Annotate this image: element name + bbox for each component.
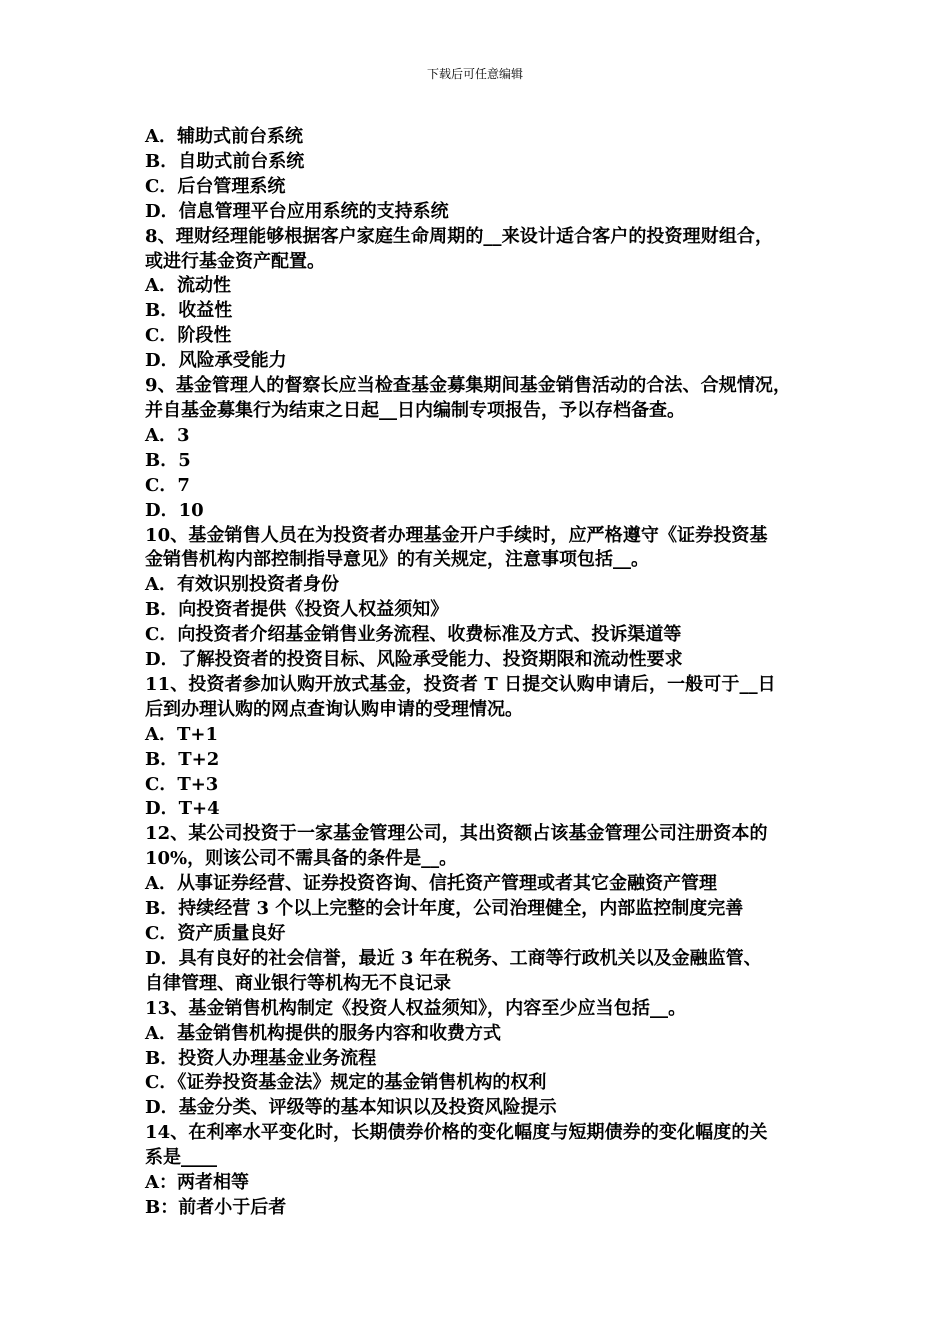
question-12-line-2: 10%，则该公司不需具备的条件是__。 [145,848,458,870]
option-line: B．投资人办理基金业务流程 [145,1047,377,1069]
question-9-line-2: 并自基金募集行为结束之日起__日内编制专项报告，予以存档备查。 [145,399,685,421]
option-line: D．T+4 [145,798,220,820]
option-line: A：两者相等 [145,1172,249,1194]
option-line: C．《证券投资基金法》规定的基金销售机构的权利 [145,1072,547,1094]
option-line: B．收益性 [145,300,233,322]
option-line: D．信息管理平台应用系统的支持系统 [145,200,449,222]
option-line: B．5 [145,449,191,471]
option-line: A．3 [145,424,190,446]
option-line: C．向投资者介绍基金销售业务流程、收费标准及方式、投诉渠道等 [145,624,682,646]
option-line: C．T+3 [145,773,219,795]
option-line: C．7 [145,474,190,496]
question-8-line-1: 8、理财经理能够根据客户家庭生命周期的__来设计适合客户的投资理财组合， [145,225,774,247]
option-line: C．资产质量良好 [145,923,286,944]
option-line: B．自助式前台系统 [145,150,305,172]
option-line: B：前者小于后者 [145,1196,287,1218]
option-line-continued: 自律管理、商业银行等机构无不良记录 [145,972,451,994]
option-line: A．有效识别投资者身份 [145,574,339,596]
option-line: D．风险承受能力 [145,350,287,372]
question-9-line-1: 9、基金管理人的督察长应当检查基金募集期间基金销售活动的合法、合规情况， [145,375,792,397]
question-14-line-2: 系是____ [145,1147,217,1169]
option-line: D．基金分类、评级等的基本知识以及投资风险提示 [145,1097,557,1119]
option-line: C．阶段性 [145,325,232,347]
option-line: A．辅助式前台系统 [145,126,303,147]
option-line: A．流动性 [145,275,231,297]
option-line: A．基金销售机构提供的服务内容和收费方式 [145,1022,501,1044]
question-8-line-2: 或进行基金资产配置。 [145,250,325,272]
option-line: D．10 [145,499,204,521]
option-line: A．T+1 [145,723,218,745]
question-10-line-2: 金销售机构内部控制指导意见》的有关规定，注意事项包括__。 [145,549,649,571]
question-13-line-1: 13、基金销售机构制定《投资人权益须知》，内容至少应当包括__。 [145,997,687,1019]
option-line: C．后台管理系统 [145,175,286,197]
page-header: 下载后可任意编辑 [426,67,523,81]
document-body [145,125,825,1221]
option-line: D．了解投资者的投资目标、风险承受能力、投资期限和流动性要求 [145,649,683,671]
question-11-line-1: 11、投资者参加认购开放式基金，投资者 T 日提交认购申请后，一般可于__日 [145,673,776,695]
option-line: D．具有良好的社会信誉，最近 3 年在税务、工商等行政机关以及金融监管、 [145,947,762,969]
option-line: A．从事证券经营、证券投资咨询、信托资产管理或者其它金融资产管理 [145,873,717,895]
question-10-line-1: 10、基金销售人员在为投资者办理基金开户手续时，应严格遵守《证券投资基 [145,524,768,546]
question-11-line-2: 后到办理认购的网点查询认购申请的受理情况。 [145,698,523,720]
question-14-line-1: 14、在利率水平变化时，长期债券价格的变化幅度与短期债券的变化幅度的关 [145,1122,768,1144]
option-line: B．T+2 [145,748,220,770]
question-12-line-1: 12、某公司投资于一家基金管理公司，其出资额占该基金管理公司注册资本的 [145,823,768,845]
option-line: B．向投资者提供《投资人权益须知》 [145,599,449,621]
option-line: B．持续经营 3 个以上完整的会计年度，公司治理健全，内部监控制度完善 [145,898,744,920]
